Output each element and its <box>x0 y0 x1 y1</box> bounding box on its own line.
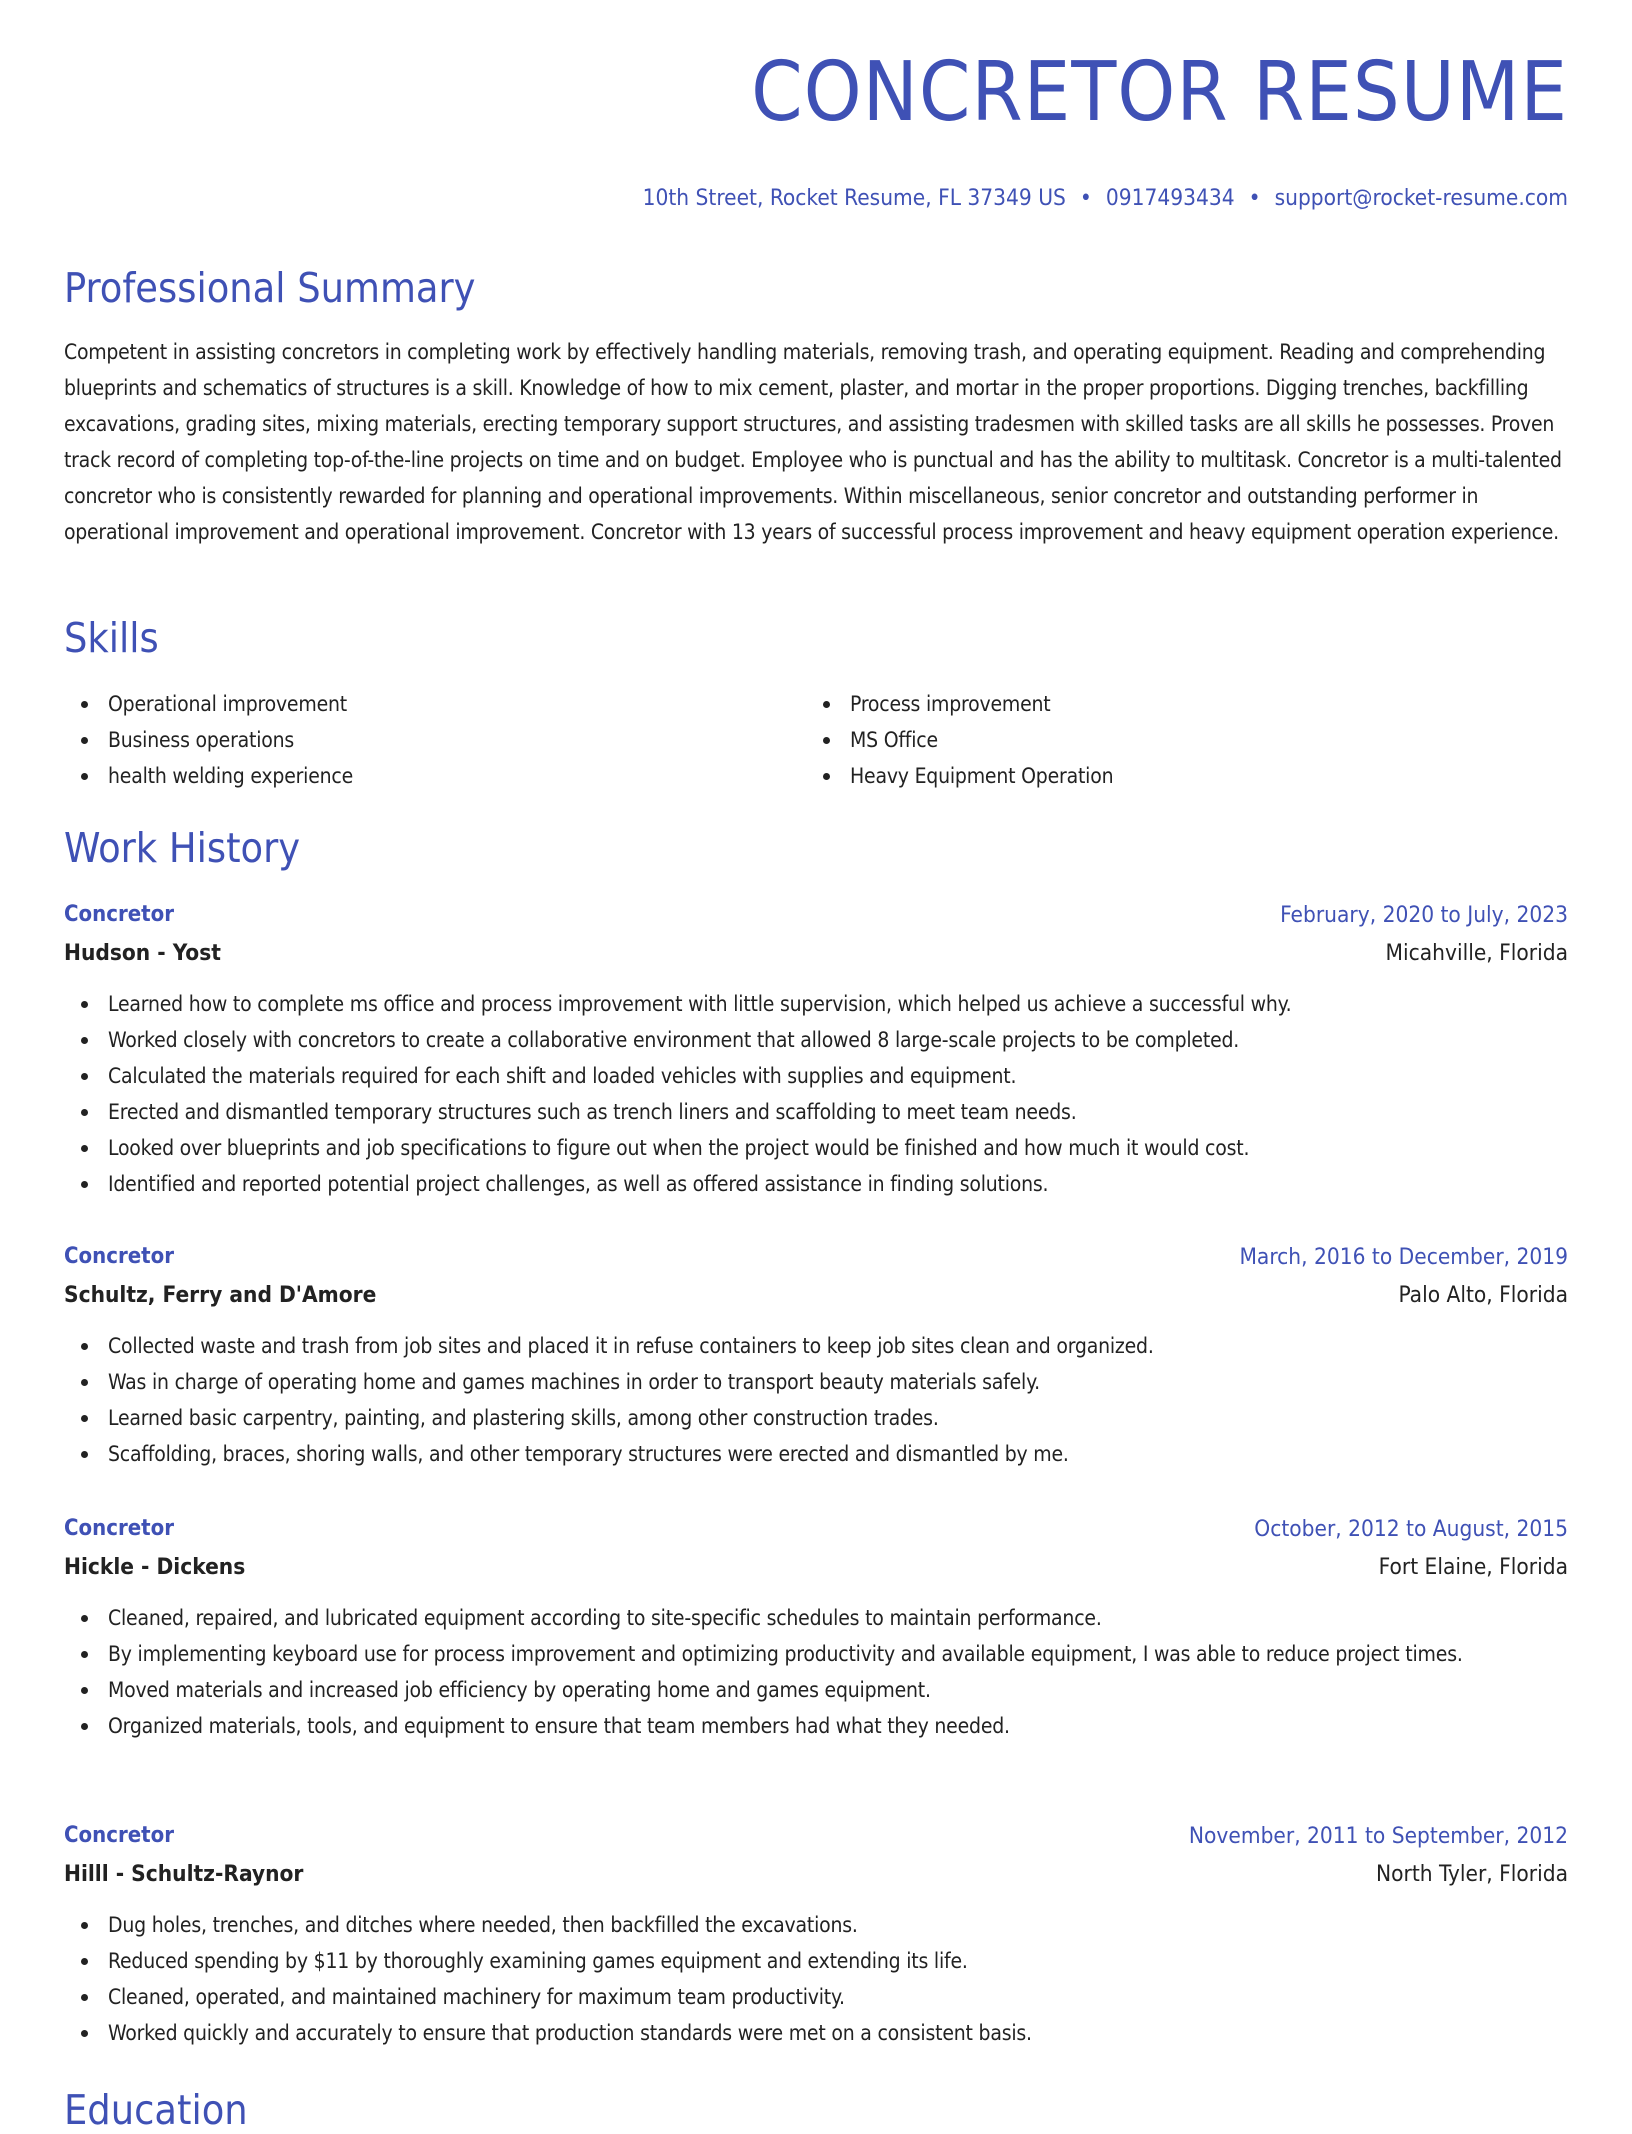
contact-phone: 0917493434 <box>1105 185 1235 211</box>
job-duty: Cleaned, repaired, and lubricated equipment according to site-specific schedules to maintain performance. <box>64 1600 1568 1636</box>
skill-item: health welding experience <box>64 758 764 794</box>
education-heading: Education <box>64 2086 248 2134</box>
skills-list-right <box>806 686 1506 794</box>
job-duty: Cleaned, operated, and maintained machinery for maximum team productivity. <box>64 1979 1568 2015</box>
contact-separator: • <box>1079 185 1092 211</box>
job-duties-list <box>64 986 1568 1202</box>
job-duty: Organized materials, tools, and equipment to ensure that team members had what they needed. <box>64 1708 1568 1744</box>
job-dates: October, 2012 to August, 2015 <box>1254 1516 1568 1542</box>
job-duty: Collected waste and trash from job sites and placed it in refuse containers to keep job sites clean and organized. <box>64 1328 1568 1364</box>
job-header-row <box>64 896 1568 934</box>
job-duties-list <box>64 1328 1568 1472</box>
job-dates: March, 2016 to December, 2019 <box>1239 1244 1568 1270</box>
skill-item: Heavy Equipment Operation <box>806 758 1506 794</box>
job-duty: Dug holes, trenches, and ditches where needed, then backfilled the excavations. <box>64 1907 1568 1943</box>
job-company-row <box>64 1548 1568 1586</box>
job-title: Concretor <box>64 902 174 927</box>
job-duty: Worked closely with concretors to create a collaborative environment that allowed 8 large-scale projects to be completed. <box>64 1022 1568 1058</box>
job-duty: Reduced spending by $11 by thoroughly examining games equipment and extending its life. <box>64 1943 1568 1979</box>
job-company-row <box>64 1276 1568 1314</box>
job-header-row <box>64 1238 1568 1276</box>
job-duty: Learned how to complete ms office and process improvement with little supervision, which helped us achieve a successful why. <box>64 986 1568 1022</box>
skills-list-left <box>64 686 764 794</box>
contact-line <box>643 183 1568 213</box>
job-duty: Moved materials and increased job efficiency by operating home and games equipment. <box>64 1672 1568 1708</box>
skills-column-right <box>806 686 1506 794</box>
job-title: Concretor <box>64 1244 174 1269</box>
job-duty: By implementing keyboard use for process improvement and optimizing productivity and available equipment, I was able to reduce project times. <box>64 1636 1568 1672</box>
job-header-row <box>64 1817 1568 1855</box>
job-duty: Scaffolding, braces, shoring walls, and other temporary structures were erected and dismantled by me. <box>64 1436 1568 1472</box>
job-company: Hickle - Dickens <box>64 1554 246 1580</box>
job-company-row <box>64 1855 1568 1893</box>
job-location: Palo Alto, Florida <box>1398 1282 1568 1308</box>
job-duty: Worked quickly and accurately to ensure that production standards were met on a consistent basis. <box>64 2015 1568 2051</box>
job-duty: Calculated the materials required for each shift and loaded vehicles with supplies and equipment. <box>64 1058 1568 1094</box>
job-entry <box>64 896 1568 1202</box>
job-location: Micahville, Florida <box>1385 940 1568 966</box>
job-entry <box>64 1817 1568 2051</box>
skills-column-left <box>64 686 764 794</box>
skill-item: Business operations <box>64 722 764 758</box>
job-company-row <box>64 934 1568 972</box>
skill-item: MS Office <box>806 722 1506 758</box>
job-company: Schultz, Ferry and D'Amore <box>64 1282 377 1308</box>
job-duties-list <box>64 1907 1568 2051</box>
resume-title: CONCRETOR RESUME <box>751 45 1568 140</box>
work-history-heading: Work History <box>64 824 301 872</box>
skill-item: Operational improvement <box>64 686 764 722</box>
job-header-row <box>64 1510 1568 1548</box>
job-entry <box>64 1238 1568 1472</box>
skills-heading: Skills <box>64 614 159 662</box>
job-dates: February, 2020 to July, 2023 <box>1280 902 1568 928</box>
job-location: North Tyler, Florida <box>1376 1861 1568 1887</box>
job-dates: November, 2011 to September, 2012 <box>1188 1823 1568 1849</box>
job-duty: Was in charge of operating home and games machines in order to transport beauty materials safely. <box>64 1364 1568 1400</box>
contact-separator: • <box>1248 185 1261 211</box>
job-company: Hudson - Yost <box>64 940 221 966</box>
contact-email: support@rocket-resume.com <box>1274 185 1568 211</box>
job-duty: Identified and reported potential project challenges, as well as offered assistance in finding solutions. <box>64 1166 1568 1202</box>
job-duties-list <box>64 1600 1568 1744</box>
job-duty: Looked over blueprints and job specifications to figure out when the project would be finished and how much it would cost. <box>64 1130 1568 1166</box>
job-entry <box>64 1510 1568 1744</box>
job-title: Concretor <box>64 1823 174 1848</box>
summary-heading: Professional Summary <box>64 264 476 312</box>
skill-item: Process improvement <box>806 686 1506 722</box>
job-company: Hilll - Schultz-Raynor <box>64 1861 304 1887</box>
job-duty: Erected and dismantled temporary structures such as trench liners and scaffolding to meet team needs. <box>64 1094 1568 1130</box>
summary-text: Competent in assisting concretors in completing work by effectively handling materials, removing trash, and operating equipment. Reading and comprehending blueprints and schematics of structures is a skill. Knowledge of how to mix cement, plaster, and mortar in the proper proportions. Digging trenches, backfilling excavations, grading sites, mixing materials, erecting temporary support structures, and assisting tradesmen with skilled tasks are all skills he possesses. Proven track record of completing top-of-the-line projects on time and on budget. Employee who is punctual and has the ability to multitask. Concretor is a multi-talented concretor who is consistently rewarded for planning and operational improvements. Within miscellaneous, senior concretor and outstanding performer in operational improvement and operational improvement. Concretor with 13 years of successful process improvement and heavy equipment operation experience. <box>64 340 1562 544</box>
job-title: Concretor <box>64 1516 174 1541</box>
job-location: Fort Elaine, Florida <box>1378 1554 1568 1580</box>
contact-address: 10th Street, Rocket Resume, FL 37349 US <box>642 185 1066 211</box>
job-duty: Learned basic carpentry, painting, and plastering skills, among other construction trades. <box>64 1400 1568 1436</box>
